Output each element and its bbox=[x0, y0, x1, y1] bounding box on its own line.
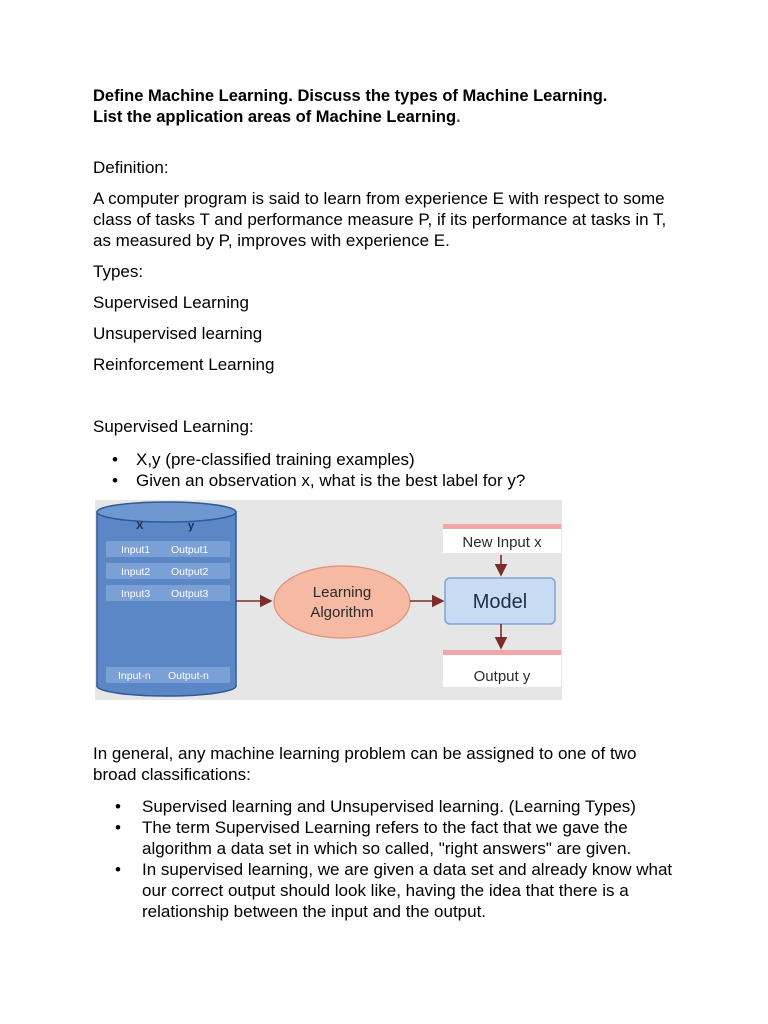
title-line-2 bbox=[93, 107, 693, 128]
type-item-unsupervised: Unsupervised learning bbox=[93, 324, 263, 343]
row-input: Input2 bbox=[121, 566, 151, 578]
document-title bbox=[93, 86, 693, 128]
column-header-x: X bbox=[136, 520, 144, 532]
algorithm-label-line-1: Learning bbox=[312, 584, 372, 601]
table-row bbox=[106, 667, 230, 683]
definition-heading: Definition: bbox=[93, 158, 169, 177]
row-output: Output-n bbox=[168, 670, 209, 682]
title-line-2-text: List the application areas of Machine Learning bbox=[93, 108, 457, 126]
column-header-y: y bbox=[188, 520, 195, 532]
title-line-1: Define Machine Learning. Discuss the types of Machine Learning. bbox=[93, 87, 608, 105]
type-item-supervised: Supervised Learning bbox=[93, 293, 249, 312]
title-period: . bbox=[456, 108, 461, 126]
list-item: • The term Supervised Learning refers to the fact that we gave the algorithm a data set in which so called, "right answers" are given. bbox=[93, 817, 672, 859]
type-item-reinforcement: Reinforcement Learning bbox=[93, 355, 275, 374]
new-input-band bbox=[443, 524, 561, 529]
list-item: • In supervised learning, we are given a data set and already know what our correct output should look like, having the idea that there is a relationship between the input and the output. bbox=[93, 859, 677, 922]
supervised-bullet-list bbox=[90, 449, 693, 491]
types-heading: Types: bbox=[93, 262, 144, 281]
row-output: Output3 bbox=[171, 588, 209, 600]
row-output: Output2 bbox=[171, 566, 209, 578]
learning-algorithm-ellipse bbox=[274, 566, 410, 638]
row-input: Input-n bbox=[118, 670, 151, 682]
table-row bbox=[106, 585, 230, 601]
general-bullet-list bbox=[93, 796, 693, 922]
row-input: Input1 bbox=[121, 544, 151, 556]
list-item: • X,y (pre-classified training examples) bbox=[90, 449, 693, 470]
list-item: • Given an observation x, what is the best label for y? bbox=[90, 470, 693, 491]
model-label: Model bbox=[472, 591, 528, 613]
document-body bbox=[93, 86, 693, 491]
definition-text: A computer program is said to learn from experience E with respect to some class of tasks T and performance measure P, if its performance at tasks in T, as measured by P, improves with experience E. bbox=[93, 189, 667, 250]
diagram-svg bbox=[95, 500, 562, 700]
table-row bbox=[106, 541, 230, 557]
output-label: Output y bbox=[473, 668, 531, 685]
row-output: Output1 bbox=[171, 544, 209, 556]
row-input: Input3 bbox=[121, 588, 151, 600]
new-input-label: New Input x bbox=[462, 534, 542, 551]
output-band bbox=[443, 650, 561, 655]
supervised-heading: Supervised Learning: bbox=[93, 417, 254, 436]
general-text: In general, any machine learning problem can be assigned to one of two broad classifications: bbox=[93, 744, 637, 784]
algorithm-label-line-2: Algorithm bbox=[310, 604, 374, 621]
supervised-learning-diagram bbox=[95, 500, 562, 700]
general-section bbox=[93, 743, 693, 922]
list-item: • Supervised learning and Unsupervised learning. (Learning Types) bbox=[93, 796, 682, 817]
table-row bbox=[106, 563, 230, 579]
